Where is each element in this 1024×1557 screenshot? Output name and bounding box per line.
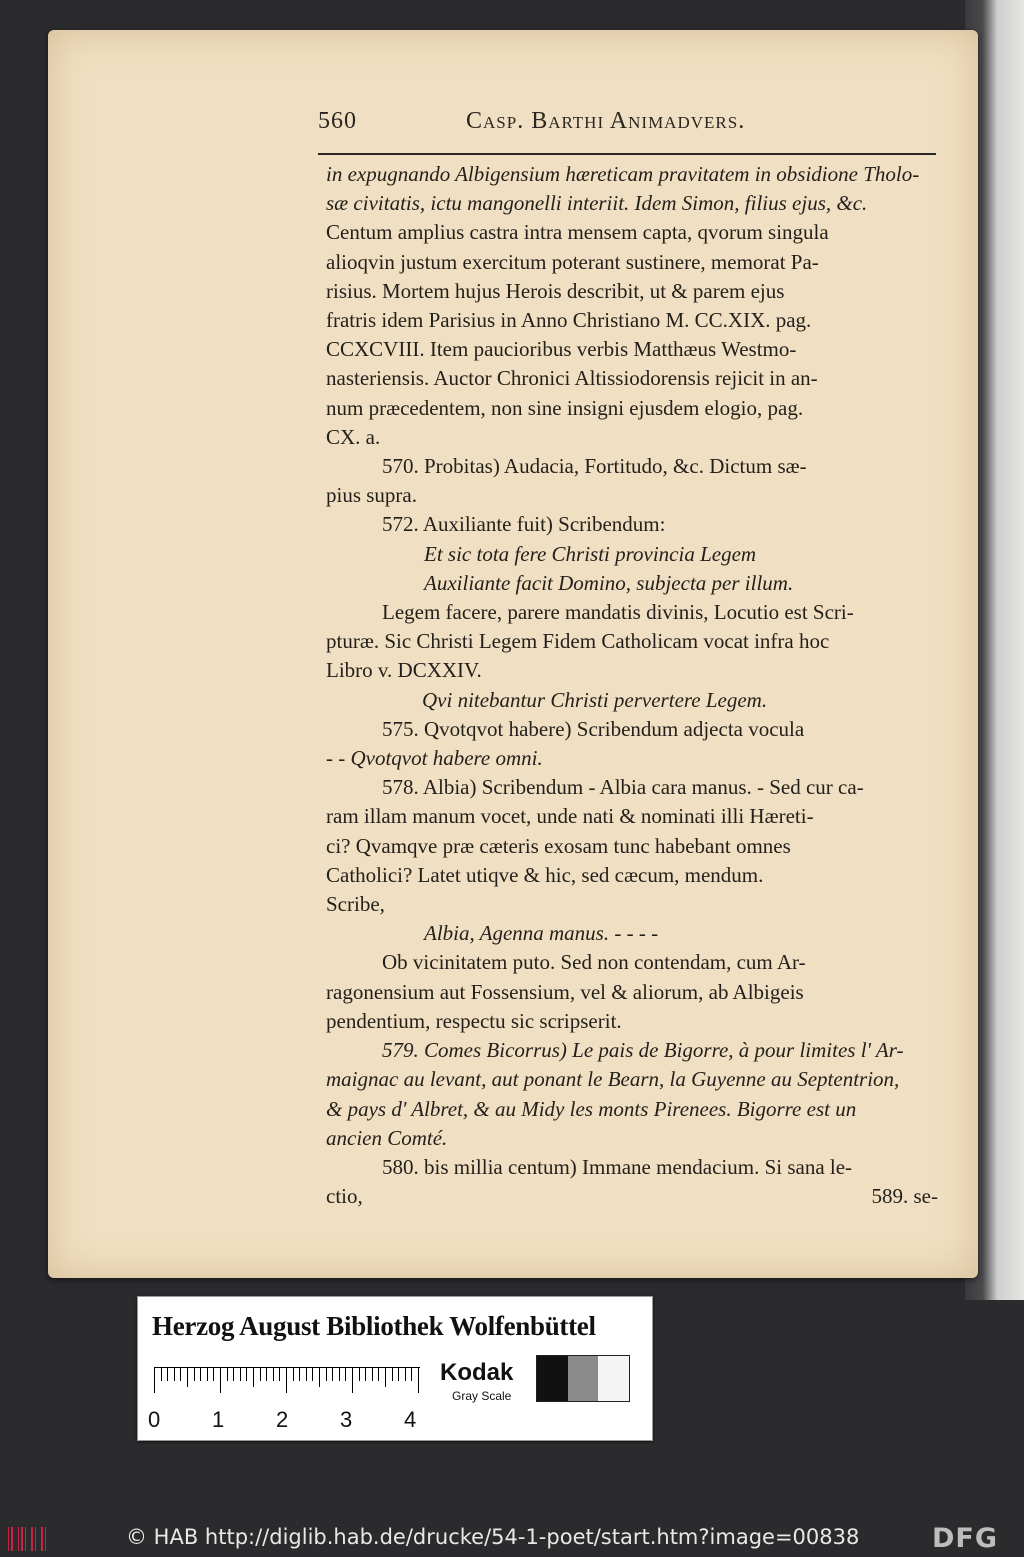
gray-patch — [598, 1356, 629, 1401]
ruler-tick — [312, 1367, 313, 1381]
footer-credit[interactable]: © HAB http://diglib.hab.de/drucke/54-1-poet/start.htm?image=00838 — [126, 1525, 860, 1549]
text-line: ancien Comté. — [326, 1125, 448, 1150]
barcode-bar — [28, 1527, 29, 1551]
ruler-number: 1 — [212, 1407, 225, 1432]
barcode-bar — [38, 1527, 39, 1551]
ruler-number: 2 — [276, 1407, 289, 1432]
ruler-tick — [233, 1367, 234, 1381]
ruler-tick — [220, 1367, 221, 1393]
text-line: ragonensium aut Fossensium, vel & aliorum, ab Albigeis — [326, 979, 804, 1004]
ruler-tick — [352, 1367, 353, 1393]
text-line: Ob vicinitatem puto. Sed non contendam, cum Ar- — [382, 950, 806, 975]
text-line: in expugnando Albigensium hæreticam pravitatem in obsidione Tholo- — [326, 162, 920, 186]
ruler-tick — [418, 1367, 419, 1393]
text-line: ram illam manum vocet, unde nati & nominati illi Hæreti- — [326, 804, 814, 829]
gray-scale-patches — [536, 1355, 630, 1402]
ruler-tick — [154, 1367, 155, 1393]
ruler-tick — [365, 1367, 366, 1381]
text-line: Libro v. DCXXIV. — [326, 658, 482, 683]
text-line: risius. Mortem hujus Herois describit, ut & parem ejus — [326, 278, 785, 303]
ruler-tick — [326, 1367, 327, 1381]
institution-name: Herzog August Bibliothek Wolfenbüttel — [152, 1311, 596, 1341]
ruler-tick — [167, 1367, 168, 1381]
ruler-tick — [207, 1367, 208, 1381]
text-line: Albia, Agenna manus. - - - - — [424, 921, 659, 946]
ruler-tick — [286, 1367, 287, 1393]
barcode-bar — [31, 1527, 32, 1551]
ruler-tick — [161, 1367, 162, 1381]
barcode-bar — [35, 1527, 36, 1551]
ruler-tick — [213, 1367, 214, 1381]
ruler-tick — [345, 1367, 346, 1381]
ruler-tick — [227, 1367, 228, 1381]
text-line: CCXCVIII. Item paucioribus verbis Matthæus Westmo- — [326, 337, 797, 362]
barcode-bar — [41, 1527, 42, 1551]
gray-patch — [568, 1356, 599, 1401]
ruler-tick — [398, 1367, 399, 1381]
ruler-tick — [339, 1367, 340, 1381]
text-line: alioqvin justum exercitum poterant sustinere, memorat Pa- — [326, 249, 819, 274]
ruler-tick — [246, 1367, 247, 1381]
ruler-tick — [392, 1367, 393, 1381]
barcode-bar — [18, 1527, 19, 1551]
barcode-bar — [45, 1527, 46, 1551]
running-head — [318, 108, 938, 148]
barcode-bar — [15, 1527, 16, 1551]
ruler-tick — [180, 1367, 181, 1381]
ruler-tick — [266, 1367, 267, 1381]
ruler-numbers — [148, 1407, 428, 1437]
text-line: num præcedentem, non sine insigni ejusdem elogio, pag. — [326, 395, 804, 420]
ruler-tick — [253, 1367, 254, 1387]
text-line: 575. Qvotqvot habere) Scribendum adjecta vocula — [382, 716, 805, 741]
text-line-end: ctio, — [326, 1184, 363, 1209]
page-number: 560 — [318, 108, 357, 134]
brand-sub-label: Gray Scale — [452, 1389, 512, 1403]
ruler-tick — [260, 1367, 261, 1381]
ruler-tick — [378, 1367, 379, 1381]
ruler-tick — [279, 1367, 280, 1381]
text-line: 578. Albia) Scribendum - Albia cara manus. - Sed cur ca- — [382, 775, 864, 800]
header-rule — [318, 153, 936, 155]
running-title: Casp. Barthi Animadvers. — [466, 108, 746, 134]
barcode-bar — [25, 1527, 26, 1551]
ruler-tick — [405, 1367, 406, 1381]
text-line: pendentium, respectu sic scripserit. — [326, 1008, 622, 1033]
text-line-last — [326, 1182, 938, 1211]
ruler-tick — [187, 1367, 188, 1387]
text-line: pturæ. Sic Christi Legem Fidem Catholicam vocat infra hoc — [326, 629, 830, 654]
text-line: 580. bis millia centum) Immane mendacium. Si sana le- — [382, 1154, 853, 1179]
ruler-tick — [194, 1367, 195, 1381]
ruler-number: 3 — [340, 1407, 353, 1432]
text-line: & pays d' Albret, & au Midy les monts Pirenees. Bigorre est un — [326, 1096, 857, 1121]
text-line: Qvi nitebantur Christi pervertere Legem. — [422, 687, 768, 712]
barcode-bar — [11, 1527, 12, 1551]
ruler-tick — [359, 1367, 360, 1381]
text-line: nasteriensis. Auctor Chronici Altissiodorensis rejicit in an- — [326, 366, 818, 391]
ruler-tick — [306, 1367, 307, 1381]
text-line: Scribe, — [326, 892, 385, 917]
ruler-tick — [372, 1367, 373, 1381]
ruler — [154, 1367, 424, 1397]
ruler-tick — [411, 1367, 412, 1381]
text-line: CX. a. — [326, 424, 381, 449]
footer-bar — [0, 1520, 1024, 1557]
dfg-logo: DFG — [932, 1523, 999, 1554]
gray-patch — [537, 1356, 568, 1401]
text-line: Legem facere, parere mandatis divinis, Locutio est Scri- — [382, 600, 854, 625]
text-line: ci? Qvamqve præ cæteris exosam tunc habebant omnes — [326, 833, 791, 858]
page-text — [326, 160, 938, 1211]
barcode-icon — [8, 1527, 46, 1551]
text-line: Et sic tota fere Christi provincia Legem — [424, 541, 757, 566]
ruler-number: 0 — [148, 1407, 161, 1432]
ruler-tick — [332, 1367, 333, 1381]
ruler-tick — [319, 1367, 320, 1387]
color-calibration-card — [137, 1296, 653, 1441]
text-line: 579. Comes Bicorrus) Le pais de Bigorre, à pour limites l' Ar- — [382, 1038, 904, 1063]
ruler-number: 4 — [404, 1407, 417, 1432]
ruler-tick — [385, 1367, 386, 1387]
text-line: maignac au levant, aut ponant le Bearn, la Guyenne au Septentrion, — [326, 1067, 900, 1092]
text-line: Auxiliante facit Domino, subjecta per illum. — [424, 570, 794, 595]
catchword: 589. se- — [871, 1184, 938, 1209]
text-line: pius supra. — [326, 483, 417, 508]
ruler-tick — [240, 1367, 241, 1381]
text-line: Catholici? Latet utiqve & hic, sed cæcum, mendum. — [326, 862, 764, 887]
barcode-bar — [8, 1527, 9, 1551]
text-line: 572. Auxiliante fuit) Scribendum: — [382, 512, 666, 537]
ruler-tick — [273, 1367, 274, 1381]
brand-label: Kodak — [440, 1359, 514, 1386]
text-line: - - Qvotqvot habere omni. — [326, 746, 543, 771]
text-line: sæ civitatis, ictu mangonelli interiit. Idem Simon, filius ejus, &c. — [326, 191, 868, 216]
text-line: 570. Probitas) Audacia, Fortitudo, &c. Dictum sæ- — [382, 454, 807, 479]
ruler-tick — [200, 1367, 201, 1381]
ruler-tick — [299, 1367, 300, 1381]
barcode-bar — [21, 1527, 22, 1551]
text-line: Centum amplius castra intra mensem capta, qvorum singula — [326, 220, 829, 245]
text-line: fratris idem Parisius in Anno Christiano M. CC.XIX. pag. — [326, 308, 812, 333]
ruler-tick — [293, 1367, 294, 1381]
ruler-tick — [174, 1367, 175, 1381]
